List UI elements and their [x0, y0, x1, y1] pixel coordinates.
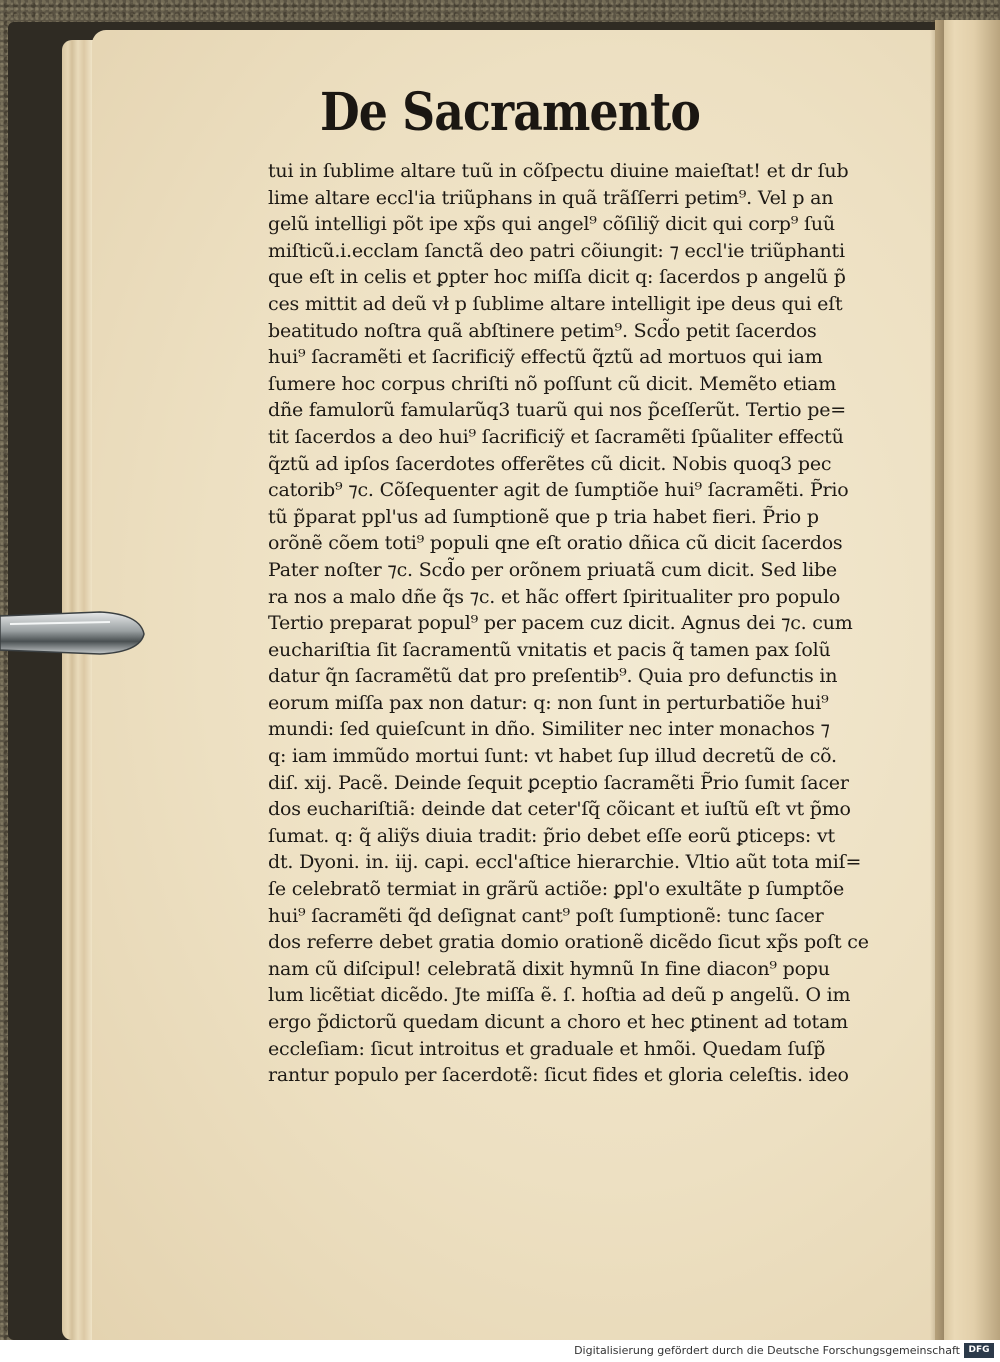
- text-line: orõnẽ cõem toti⁹ populi qne eſt oratio dñica cũ dicit ſacerdos: [268, 532, 843, 555]
- text-line: ergo p̃dictorũ quedam dicunt a choro et hec ꝑtinent ad totam: [268, 1011, 848, 1033]
- text-line: q̃ztũ ad ipſos ſacerdotes offerẽtes cũ dicit. Nobis quoq3 pec: [268, 452, 832, 475]
- text-line: eorum miſſa pax non datur: q: non ſunt in perturbatiõe hui⁹: [268, 691, 829, 714]
- gutter-shadow: [930, 20, 944, 1340]
- text-line: Tertio preparat popul⁹ per pacem cuz dicit. Agnus dei ⁊c. cum: [268, 612, 853, 635]
- running-head: De Sacramento: [320, 82, 701, 143]
- text-line: catorib⁹ ⁊c. Cõſequenter agit de ſumptiõe hui⁹ ſacramẽti. P̃rio: [268, 479, 849, 502]
- text-line: tũ p̃parat ppl'us ad ſumptionẽ que p tria habet fieri. P̃rio p: [268, 505, 819, 528]
- facing-page-gutter: [935, 20, 1000, 1340]
- text-line: hui⁹ ſacramẽti et ſacrificiỹ effectũ q̃ztũ ad mortuos qui iam: [268, 346, 823, 369]
- text-line: dñe famulorũ famularũq3 tuarũ qui nos p̃ceſſerũt. Tertio pe=: [268, 399, 846, 422]
- text-line: lime altare eccl'ia triũphans in quã trãſſerri petim⁹. Vel p an: [268, 186, 834, 209]
- text-line: mundi: ſed quieſcunt in dño. Similiter nec inter monachos ⁊: [268, 718, 830, 741]
- text-line: tit ſacerdos a deo hui⁹ ſacrificiỹ et ſacramẽti ſpũaliter effectũ: [268, 425, 844, 448]
- text-line: ſumat. q: q̃ aliỹs diuia tradit: p̃rio debet eſſe eorũ ꝑticeps: vt: [268, 824, 835, 847]
- page-clip-icon: [0, 608, 150, 658]
- text-line: tui in ſublime altare tuũ in cõſpectu diuine maieſtat! et dr ſub: [268, 160, 849, 182]
- text-line: euchariſtia ſit ſacramentũ vnitatis et pacis q̃ tamen pax ſolũ: [268, 638, 831, 661]
- body-text: [268, 158, 908, 1089]
- text-line: dos referre debet gratia domio orationẽ dicẽdo ſicut xp̃s poſt ce: [268, 931, 869, 954]
- text-line: que eſt in celis et ꝑpter hoc miſſa dicit q: ſacerdos p angelũ p̃: [268, 266, 846, 289]
- footer-credit: Digitalisierung gefördert durch die Deutsche Forschungsgemeinschaft: [574, 1344, 960, 1357]
- text-line: datur q̃n ſacramẽtũ dat pro preſentib⁹. Quia pro defunctis in: [268, 665, 838, 688]
- text-line: ſumere hoc corpus chriſti nõ poſſunt cũ dicit. Memẽto etiam: [268, 372, 837, 395]
- text-line: dt. Dyoni. in. iij. capi. eccl'aſtice hierarchie. Vltio aũt tota miſ=: [268, 851, 862, 874]
- text-line: rantur populo per ſacerdotẽ: ſicut fides et gloria celeſtis. ideo: [268, 1064, 849, 1087]
- text-line: diſ. xij. Pacẽ. Deinde ſequit ꝑceptio ſacramẽti P̃rio ſumit ſacer: [268, 771, 849, 794]
- text-line: Pater noſter ⁊c. Scd̃o per orõnem priuatã cum dicit. Sed libe: [268, 558, 837, 581]
- footer-bar: [0, 1340, 1000, 1362]
- text-line: gelũ intelligi põt ipe xp̃s qui angel⁹ cõſiliỹ dicit qui corp⁹ ſuũ: [268, 213, 835, 236]
- text-line: dos euchariſtiã: deinde dat ceter'ſq̃ cõicant et iuſtũ eſt vt p̃mo: [268, 798, 851, 821]
- text-line: lum licẽtiat dicẽdo. Jte miſſa ẽ. ſ. hoſtia ad deũ p angelũ. O im: [268, 984, 851, 1007]
- text-line: ra nos a malo dñe q̃s ⁊c. et hãc offert ſpiritualiter pro populo: [268, 585, 841, 608]
- text-line: beatitudo noſtra quã abſtinere petim⁹. Scd̃o petit ſacerdos: [268, 319, 817, 342]
- text-line: ſe celebratõ termiat in grãrũ actiõe: ꝑpl'o exultãte p ſumptõe: [268, 878, 845, 901]
- text-line: eccleſiam: ſicut introitus et graduale et hmõi. Quedam ſuſp̃: [268, 1037, 826, 1060]
- text-line: hui⁹ ſacramẽti q̃d deſignat cant⁹ poſt ſumptionẽ: tunc ſacer: [268, 904, 824, 927]
- text-line: nam cũ diſcipul! celebratã dixit hymnũ In fine diacon⁹ popu: [268, 957, 830, 980]
- text-line: miſticũ.i.ecclam ſanctã deo patri cõiungit: ⁊ eccl'ie triũphanti: [268, 239, 845, 262]
- text-line: ces mittit ad deũ vł p ſublime altare intelligit ipe deus qui eſt: [268, 292, 843, 315]
- dfg-logo: DFG: [964, 1343, 994, 1358]
- text-line: q: iam immũdo mortui ſunt: vt habet ſup illud decretũ de cõ.: [268, 745, 837, 768]
